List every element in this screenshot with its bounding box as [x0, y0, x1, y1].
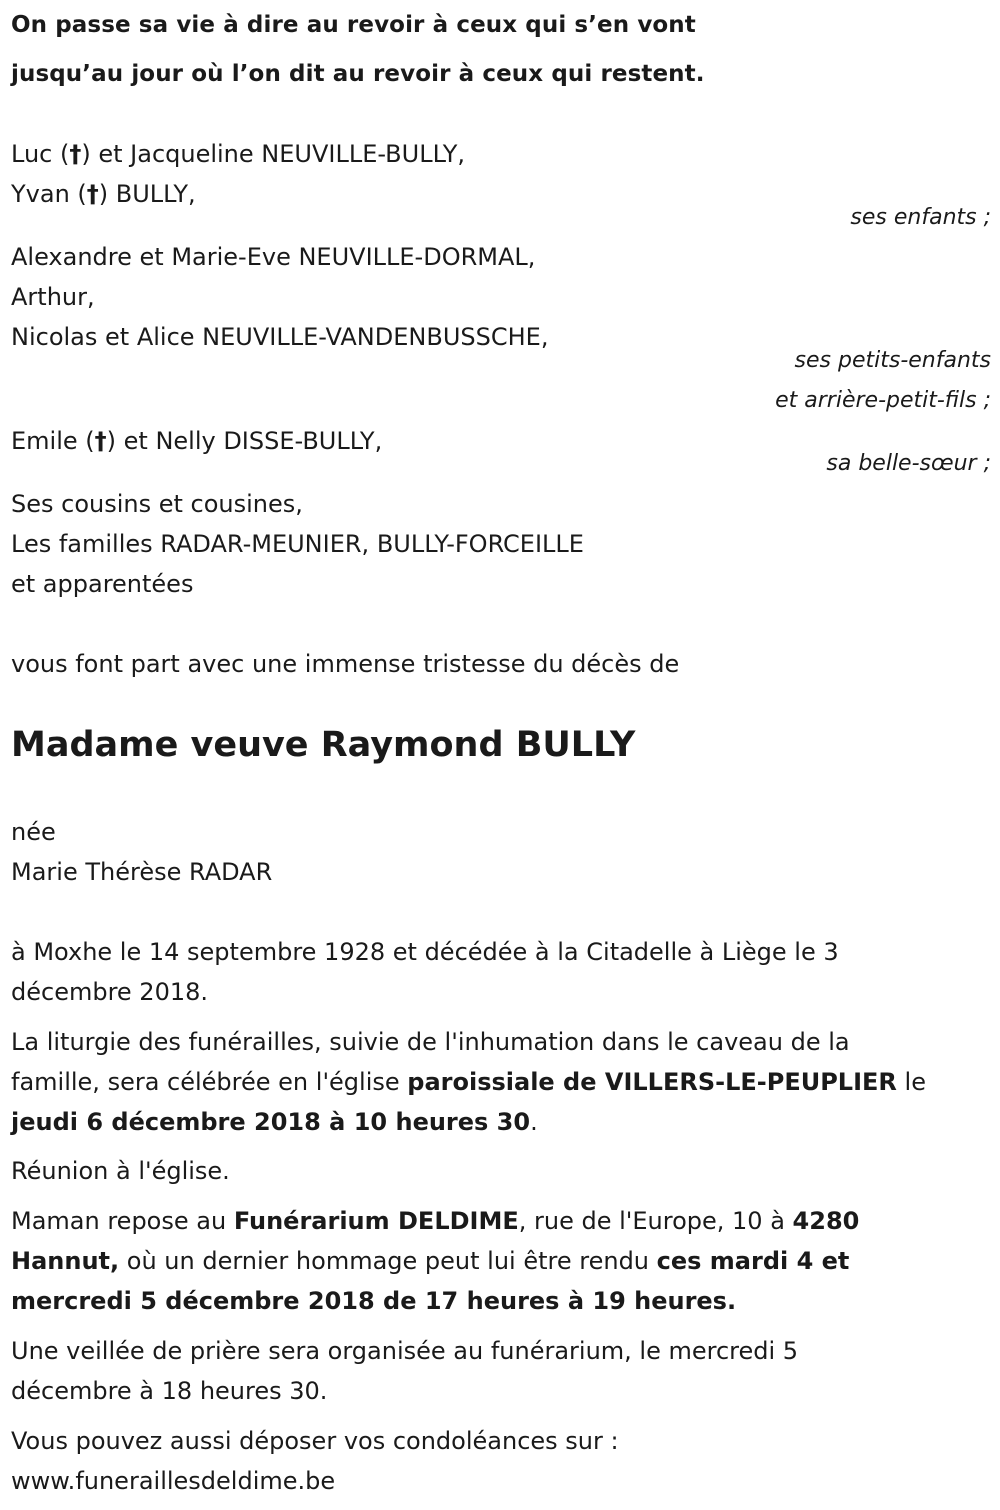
cross-icon: †	[86, 180, 99, 208]
family-line-3: et apparentées	[11, 570, 194, 598]
child-luc: Luc (†) et Jacqueline NEUVILLE-BULLY,	[11, 140, 466, 168]
grandchild-line-1: Alexandre et Marie-Eve NEUVILLE-DORMAL,	[11, 243, 536, 271]
birth-death-line-1: à Moxhe le 14 septembre 1928 et décédée à la Citadelle à Liège le 3	[11, 938, 839, 966]
quote-line-1: On passe sa vie à dire au revoir à ceux qui s’en vont	[11, 12, 696, 38]
quote-line-2: jusqu’au jour où l’on dit au revoir à ceux qui restent.	[11, 61, 705, 87]
child-yvan: Yvan (†) BULLY,	[11, 180, 196, 208]
website-link[interactable]: www.funeraillesdeldime.be	[11, 1467, 336, 1495]
reunion: Réunion à l'église.	[11, 1157, 230, 1185]
repose-line-3: mercredi 5 décembre 2018 de 17 heures à 19 heures.	[11, 1287, 737, 1315]
role-children: ses enfants ;	[850, 205, 991, 230]
repose-line-2: Hannut, où un dernier hommage peut lui être rendu ces mardi 4 et	[11, 1247, 850, 1275]
liturgy-line-3: jeudi 6 décembre 2018 à 10 heures 30.	[11, 1108, 538, 1136]
repose-line-1: Maman repose au Funérarium DELDIME, rue de l'Europe, 10 à 4280	[11, 1207, 860, 1235]
vigil-line-2: décembre à 18 heures 30.	[11, 1377, 328, 1405]
birth-name: Marie Thérèse RADAR	[11, 858, 273, 886]
born-label: née	[11, 818, 56, 846]
role-grandchildren: ses petits-enfants	[794, 348, 991, 373]
vigil-line-1: Une veillée de prière sera organisée au funérarium, le mercredi 5	[11, 1337, 799, 1365]
condolences-line: Vous pouvez aussi déposer vos condoléances sur :	[11, 1427, 619, 1455]
deceased-name: Madame veuve Raymond BULLY	[11, 725, 636, 765]
liturgy-line-1: La liturgie des funérailles, suivie de l'inhumation dans le caveau de la	[11, 1028, 850, 1056]
role-great-grandchild: et arrière-petit-fils ;	[775, 388, 991, 413]
role-sister-in-law: sa belle-sœur ;	[826, 451, 991, 476]
liturgy-line-2: famille, sera célébrée en l'église paroissiale de VILLERS-LE-PEUPLIER le	[11, 1068, 926, 1096]
cross-icon: †	[69, 140, 82, 168]
sister-in-law: Emile (†) et Nelly DISSE-BULLY,	[11, 427, 383, 455]
birth-death-line-2: décembre 2018.	[11, 978, 209, 1006]
cross-icon: †	[94, 427, 107, 455]
grandchild-line-2: Arthur,	[11, 283, 95, 311]
grandchild-line-3: Nicolas et Alice NEUVILLE-VANDENBUSSCHE,	[11, 323, 549, 351]
family-line-1: Ses cousins et cousines,	[11, 490, 303, 518]
family-line-2: Les familles RADAR-MEUNIER, BULLY-FORCEILLE	[11, 530, 584, 558]
announcement: vous font part avec une immense tristesse du décès de	[11, 650, 680, 678]
